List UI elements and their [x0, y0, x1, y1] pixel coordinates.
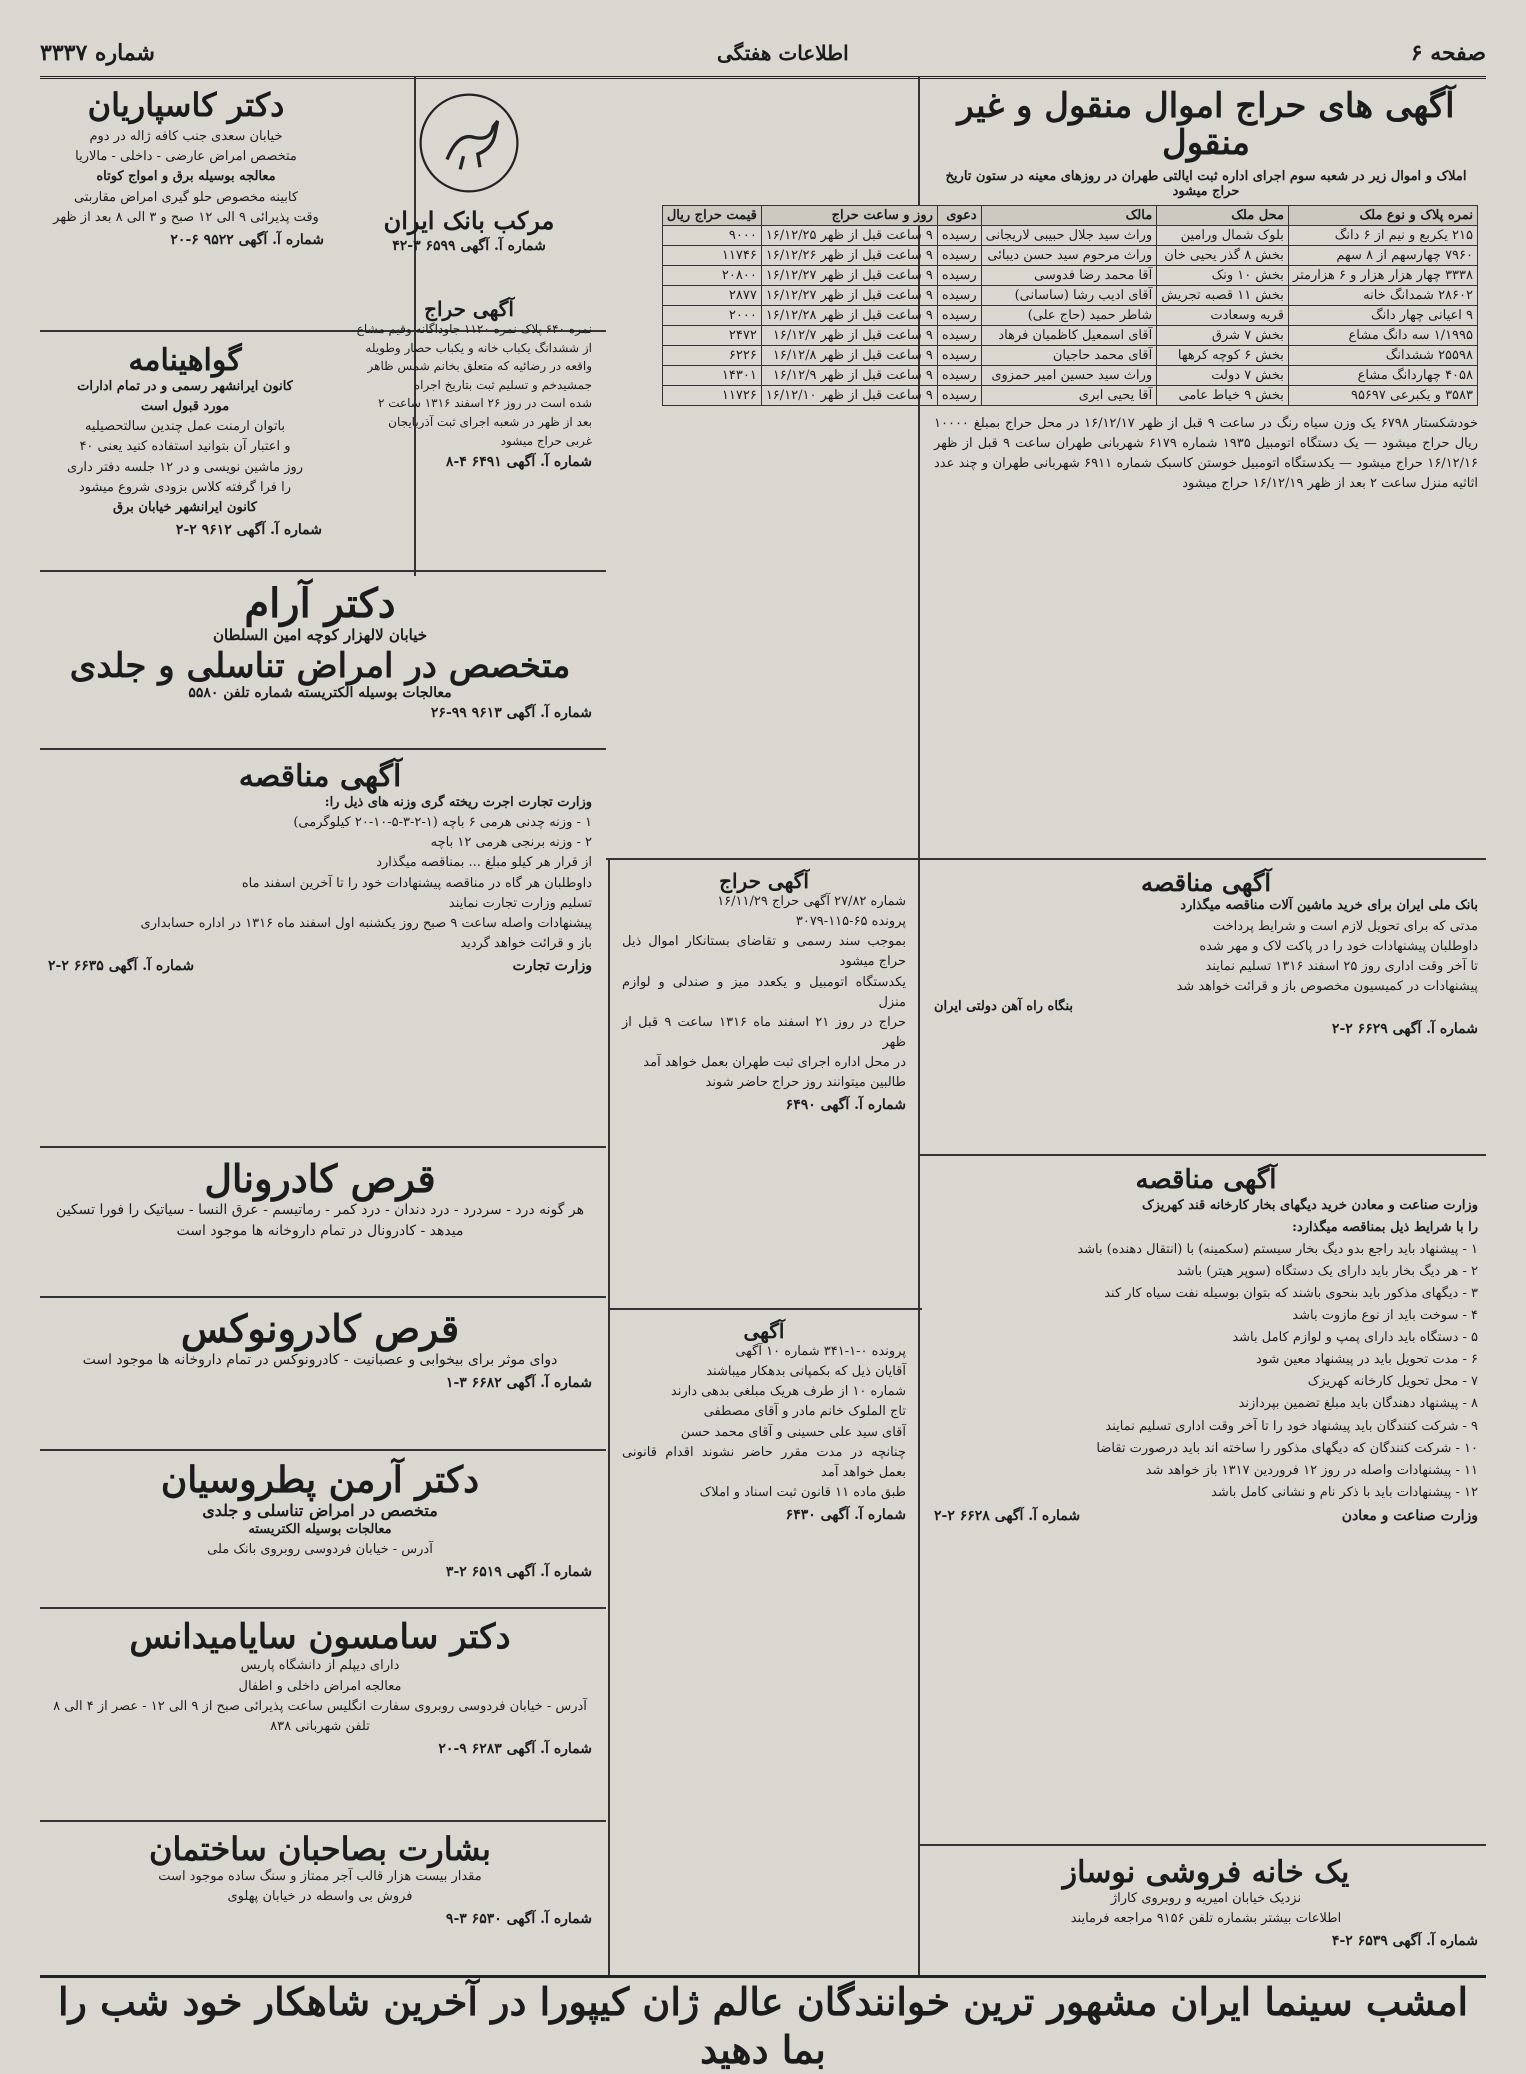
table-cell: ۹ ساعت قبل از ظهر ۱۶/۱۲/۲۷	[761, 265, 937, 285]
column-divider	[608, 858, 610, 1975]
ad-treatment: معالجات بوسیله الکتریسته شماره تلفن ۵۵۸۰	[188, 685, 452, 702]
auction-subtitle: املاک و اموال زیر در شعبه سوم اجرای اداره ثبت ایالتی طهران در روزهای معینه در ستون تاریخ حراج میشود	[945, 168, 1467, 199]
ad-footer: شماره آ. آگهی ۶۴۹۱ ۴-۸	[445, 454, 592, 471]
ad-line: ۳ - دیگهای مذکور باید بنحوی باشند که بتوان بوسیله نفت سیاه کار کند	[1104, 1285, 1478, 1301]
house-sale-ad	[926, 1850, 1486, 1972]
ad-line: آقای سید علی حسینی و آقای محمد حسن	[680, 1424, 906, 1440]
column-header: نمره پلاک و نوع ملک	[1288, 205, 1477, 225]
ad-line: مورد قبول است	[140, 399, 230, 415]
ad-line: و اعتبار آن بتوانید استفاده کنید یعنی ۴۰	[79, 439, 291, 455]
ad-title: آگهی حراج	[719, 869, 809, 893]
table-cell: رسیده	[937, 385, 981, 405]
table-cell: ۲۰۸۰۰	[662, 265, 761, 285]
ad-footer: شماره آ. آگهی ۶۵۹۹ ۳-۴۲	[392, 238, 546, 255]
table-cell: ۲۸۷۷	[662, 285, 761, 305]
ad-title: دکتر سامسون سایامیدانس	[129, 1617, 511, 1657]
ad-line: ۱۲ - پیشنهادات باید با ذکر نام و نشانی کامل باشد	[1211, 1484, 1478, 1500]
table-cell: رسیده	[937, 265, 981, 285]
dr-samson-ad	[40, 1613, 600, 1818]
ad-title: مرکب بانک ایران	[383, 206, 555, 235]
table-row	[662, 265, 1477, 285]
ad-footer-signature: وزارت صناعت و معادن	[1341, 1507, 1478, 1524]
ad-line: بعد از ظهر در شعبه اجرای ثبت آذربایجان	[388, 414, 592, 429]
table-cell: وراث سید جلال حبیبی لاریجانی	[981, 225, 1157, 245]
section-divider	[40, 1607, 606, 1609]
ad-line: طبق ماده ۱۱ قانون ثبت اسناد و املاک	[699, 1484, 906, 1500]
ad-footer: شماره آ. آگهی ۶۵۳۹ ۲-۴	[1331, 1933, 1478, 1950]
section-divider	[920, 1154, 1486, 1156]
ad-text: دوای موثر برای بیخوابی و عصبانیت - کادرونوکس در تمام داروخانه ها موجود است	[82, 1351, 558, 1368]
ad-title: دکتر آرام	[244, 580, 396, 627]
table-cell: ۹ اعیانی چهار دانگ	[1288, 305, 1477, 325]
ad-line: فروش بی واسطه در خیابان پهلوی	[227, 1889, 413, 1905]
tender-ad-industry	[926, 1160, 1486, 1840]
table-cell: بخش ۸ گذر یحیی خان	[1157, 245, 1289, 265]
section-divider	[40, 748, 606, 750]
kasparian-ad	[40, 82, 332, 332]
ad-line: پرونده ۶۵-۱۱۵-۳۰۷۹	[795, 914, 906, 930]
ad-address: خیابان لالهزار کوچه امین السلطان	[212, 626, 428, 644]
table-cell: شاطر حمید (حاج علی)	[981, 305, 1157, 325]
ad-line: دارای دیپلم از دانشگاه پاریس	[240, 1658, 400, 1674]
table-cell: ۹ ساعت قبل از ظهر ۱۶/۱۲/۲۶	[761, 245, 937, 265]
ad-line: بنگاه راه آهن دولتی ایران	[934, 999, 1074, 1015]
tender-ad-commerce	[40, 754, 600, 1144]
ad-title: یک خانه فروشی نوساز	[1062, 1855, 1350, 1890]
table-cell: ۲۰۰۰	[662, 305, 761, 325]
table-cell: بخش ۱۰ ونک	[1157, 265, 1289, 285]
table-cell: بخش ۷ دولت	[1157, 365, 1289, 385]
table-cell: وراث مرحوم سید حسن دیبائی	[981, 245, 1157, 265]
auction-notes: خودشکستار ۶۷۹۸ یک وزن سیاه رنگ در ساعت ۹ قبل از ظهر ۱۶/۱۲/۱۷ در محل حراج بمبلغ ۱۰۰۰۰ ریال حراج میشود — یک دستگاه اتومبیل ۱۹۳۵ شماره ۶۱۷۹ شهربانی طهران ساعت ۹ قبل از ظهر ۱۶/۱۲/۱۶ حراج میشود — یکدستگاه اتومبیل خوستن کاسبک شماره ۶۹۱۱ شهربانی طهران و چند عدد اثاثیه منزل ساعت ۲ بعد از ظهر ۱۶/۱۲/۱۹ حراج میشود	[934, 415, 1479, 492]
ad-line: معالجه امراض داخلی و اطفال	[238, 1678, 402, 1694]
table-row	[662, 325, 1477, 345]
ad-footer: شماره آ. آگهی ۹۶۱۲ ۲-۲	[175, 521, 322, 538]
auction-table	[662, 205, 1478, 406]
ad-footer: شماره آ. آگهی ۶۶۸۲ ۳-۱	[445, 1375, 592, 1392]
table-cell: ۴۰۵۸ چهاردانگ مشاع	[1288, 365, 1477, 385]
ad-line: نزدیک خیابان امیریه و روبروی کاراژ	[1110, 1891, 1302, 1906]
ad-line: ۱ - پیشنهاد باید راجع بدو دیگ بخار سیستم (سکمینه) با (انتقال دهنده) باشد	[1077, 1241, 1478, 1257]
table-row	[662, 385, 1477, 405]
table-cell: ۹۰۰۰	[662, 225, 761, 245]
ad-line: کابینه مخصوص حلو گیری امراض مقاربتی	[73, 189, 299, 205]
ad-line: ۱۱ - پیشنهادات واصله در روز ۱۲ فروردین ۱۳۱۷ باز خواهد شد	[1145, 1462, 1478, 1478]
ad-line: مقدار بیست هزار قالب آجر ممتاز و سنگ ساده موجود است	[158, 1869, 482, 1885]
column-header: محل ملک	[1157, 205, 1289, 225]
ad-line: آدرس - خیابان فردوسی روبروی سفارت انگلیس ساعت پذیرائی صبح از ۹ الی ۱۲ - عصر از ۴ الی ۸	[53, 1698, 587, 1714]
section-divider	[40, 1146, 606, 1148]
newspaper-page	[40, 30, 1486, 2072]
table-cell: رسیده	[937, 285, 981, 305]
ad-title: دکتر کاسپاریان	[87, 86, 285, 124]
deer-emblem-icon	[414, 88, 524, 198]
ad-line: داوطلبان هر گاه در مناقصه پیشنهادات خود را تا آخرین اسفند ماه	[241, 875, 592, 891]
ad-line: ۲ - هر دیگ بخار باید دارای یک دستگاه (سوپر هیتر) باشد	[1176, 1263, 1478, 1279]
table-cell: ۹ ساعت قبل از ظهر ۱۶/۱۲/۷	[761, 325, 937, 345]
table-cell: ۶۲۲۶	[662, 345, 761, 365]
ad-line: جمشیدخم و تسلیم ثبت بتاریخ اجراه	[413, 377, 592, 392]
ad-line: باز و قرائت خواهد گردید	[460, 935, 592, 951]
ad-line: را با شرایط ذیل بمناقصه میگذارد:	[1292, 1219, 1478, 1235]
ad-line: متخصص امراض عارضی - داخلی - مالاریا	[75, 149, 297, 165]
construction-ad	[40, 1826, 600, 1971]
table-cell: ۱/۱۹۹۵ سه دانگ مشاع	[1288, 325, 1477, 345]
ad-line: شماره ۲۷/۸۲ آگهی حراج ۱۶/۱۱/۲۹	[717, 894, 906, 909]
table-cell: بخش ۶ کوچه کرهها	[1157, 345, 1289, 365]
ad-line: ۱۰ - شرکت کنندگان که دیگهای مذکور را ساخته اند باید درصورت تقاضا	[1096, 1440, 1478, 1456]
section-divider	[40, 1820, 606, 1822]
ad-line: تا آخر وقت اداری روز ۲۵ اسفند ۱۳۱۶ تسلیم نمایند	[1205, 958, 1478, 974]
ad-footer: شماره آ. آگهی ۶۶۲۸ ۲-۲	[934, 1507, 1081, 1524]
auction-ad	[666, 82, 1486, 852]
ad-line: تلفن شهربانی ۸۳۸	[270, 1718, 370, 1734]
ad-line: در محل اداره اجرای ثبت طهران بعمل خواهد آمد	[643, 1055, 906, 1071]
ad-line: ۹ - شرکت کنندگان باید پیشنهاد خود را تا آخر وقت اداری تسلیم نمایند	[1105, 1418, 1478, 1434]
ad-line: شماره ۱۰ از طرف هریک مبلغی بدهی دارند	[670, 1384, 906, 1400]
ad-line: طالبین میتوانند روز حراج حاضر شوند	[705, 1075, 906, 1091]
ad-line: روز ماشین نویسی و در ۱۲ جلسه دفتر داری	[66, 459, 304, 475]
ad-line: ۶ - مدت تحویل باید در پیشنهاد معین شود	[1256, 1352, 1478, 1368]
page-label: صفحه ۶	[1410, 40, 1486, 66]
ad-footer: شماره آ. آگهی ۶۲۸۳ ۹-۲۰	[438, 1740, 592, 1757]
table-row	[662, 345, 1477, 365]
ad-line: چنانچه در مدت مقرر حاضر نشوند اقدام قانونی بعمل خواهد آمد	[622, 1444, 906, 1480]
ad-line: اطلاعات بیشتر بشماره تلفن ۹۱۵۶ مراجعه فرمایند	[1070, 1911, 1342, 1927]
ad-specialty: متخصص در امراض تناسلی و جلدی	[69, 646, 571, 686]
ad-line: وزارت تجارت اجرت ریخته گری وزنه های ذیل را:	[324, 795, 592, 810]
table-cell: ۹ ساعت قبل از ظهر ۱۶/۱۲/۹	[761, 365, 937, 385]
table-cell: قریه وسعادت	[1157, 305, 1289, 325]
ad-footer-signature: وزارت تجارت	[512, 958, 592, 975]
table-row	[662, 245, 1477, 265]
ad-footer: شماره آ. آگهی ۶۵۱۹ ۲-۳	[445, 1563, 592, 1580]
ad-line: کانون ایرانشهر رسمی و در تمام ادارات	[77, 379, 293, 394]
ad-title: قرص کادرونوکس	[180, 1306, 460, 1351]
ad-line: وزارت صناعت و معادن خرید دیگهای بخار کارخانه قند کهریزک	[1141, 1197, 1478, 1213]
ad-line: باتوان ارمنت عمل چندین سالتحصیلیه	[84, 419, 286, 435]
ad-title: گواهینامه	[128, 343, 242, 378]
section-divider	[40, 1449, 606, 1451]
ad-line: تسلیم وزارت تجارت نمایند	[448, 895, 592, 911]
ad-line: ۱ - وزنه چدنی هرمی ۶ باچه (۱-۲-۳-۵-۱۰-۲۰ کیلوگرمی)	[293, 815, 592, 831]
ad-title: بشارت بصاحبان ساختمان	[149, 1830, 491, 1868]
table-row	[662, 365, 1477, 385]
ad-line: ۴ - سوخت باید از نوع مازوت باشد	[1292, 1308, 1478, 1324]
table-cell: ۹ ساعت قبل از ظهر ۱۶/۱۲/۲۸	[761, 305, 937, 325]
ad-line: از قرار هر کیلو مبلغ ... بمناقصه میگذارد	[376, 855, 592, 871]
table-row	[662, 225, 1477, 245]
dr-aram-ad	[40, 576, 600, 746]
ad-line: یکدستگاه اتومبیل و یکعدد میز و صندلی و لوازم منزل	[622, 974, 906, 1010]
ad-footer: شماره آ. آگهی ۶۶۲۹ ۲-۲	[1331, 1021, 1478, 1038]
ad-line: بموجب سند رسمی و تقاضای بستانکار اموال ذیل حراج میشود	[622, 934, 906, 970]
company-notice-ad	[614, 1314, 914, 1969]
ad-line: ۵ - دستگاه باید دارای پمپ و لوازم کامل باشد	[1232, 1330, 1478, 1346]
ad-line: پیشنهادات واصله ساعت ۹ صبح روز یکشنبه اول اسفند ماه ۱۳۱۶ در اداره حسابداری	[140, 915, 592, 931]
table-cell: آقای محمد حاجیان	[981, 345, 1157, 365]
auction-title: آگهی های حراج اموال منقول و غیر منقول	[957, 86, 1455, 164]
ad-footer: شماره آ. آگهی ۹۵۲۲ ۶-۲۰	[170, 231, 324, 248]
ad-footer: شماره آ. آگهی ۶۵۳۰ ۳-۹	[445, 1911, 592, 1928]
column-header: مالک	[981, 205, 1157, 225]
tender-ad-railway	[926, 864, 1486, 1150]
ad-specialty: متخصص در امراض تناسلی و جلدی	[202, 1500, 438, 1520]
column-header: روز و ساعت حراج	[761, 205, 937, 225]
ad-line: حراج در روز ۲۱ اسفند ماه ۱۳۱۶ ساعت ۹ قبل از ظهر	[622, 1014, 906, 1050]
ad-line: معالجه بوسیله برق و امواج کوتاه	[96, 169, 276, 185]
table-cell: رسیده	[937, 365, 981, 385]
masthead	[40, 30, 1486, 79]
ad-line: ۸ - پیشنهاد دهندگان باید مبلغ تضمین بپردازند	[1238, 1396, 1478, 1412]
table-cell: ۹ ساعت قبل از ظهر ۱۶/۱۲/۲۵	[761, 225, 937, 245]
ad-title: قرص کادرونال	[204, 1156, 436, 1201]
auction-notice-ad	[338, 292, 600, 568]
table-cell: آقا محمد رضا فدوسی	[981, 265, 1157, 285]
ad-line: نمره ۶۴۰ پلاک نمره ۱۱۲۰ جاوداگانه وقیم مشاع	[356, 322, 592, 336]
ad-line: معالجات بوسیله الکتریسته	[248, 1521, 392, 1537]
table-cell: ۹ ساعت قبل از ظهر ۱۶/۱۲/۲۷	[761, 285, 937, 305]
kadronal-ad	[40, 1152, 600, 1294]
table-cell: رسیده	[937, 325, 981, 345]
ad-line: آدرس - خیابان فردوسی روبروی بانک ملی	[207, 1541, 433, 1557]
column-header: قیمت حراج ریال	[662, 205, 761, 225]
table-cell: بخش ۹ خیاط عامی	[1157, 385, 1289, 405]
table-cell: آقای ادیب رشا (ساسانی)	[981, 285, 1157, 305]
ad-line: از ششدانگ یکباب خانه و یکباب حصار وطویله	[365, 340, 592, 355]
certificate-ad	[40, 338, 330, 568]
table-cell: آقای اسمعیل کاظمیان فرهاد	[981, 325, 1157, 345]
table-cell: ۱۱۷۴۶	[662, 245, 761, 265]
table-cell: ۲۵۵۹۸ ششدانگ	[1288, 345, 1477, 365]
ad-line: داوطلبان پیشنهادات خود را در پاکت لاک و مهر شده	[1199, 938, 1478, 954]
ad-footer: شماره آ. آگهی ۶۶۳۵ ۲-۲	[48, 958, 195, 975]
table-header-row	[662, 205, 1477, 225]
ad-line: کانون ایرانشهر خیابان برق	[113, 499, 257, 515]
bank-ad	[338, 82, 600, 287]
section-divider	[920, 1844, 1486, 1846]
table-cell: بخش ۷ شرق	[1157, 325, 1289, 345]
ad-line: شده است در روز ۲۶ اسفند ۱۳۱۶ ساعت ۲	[377, 396, 592, 411]
table-cell: رسیده	[937, 345, 981, 365]
ad-line: پرونده ۰-۱-۳۴۱ شماره ۱۰ آگهی	[735, 1344, 906, 1359]
table-cell: رسیده	[937, 225, 981, 245]
table-cell: رسیده	[937, 245, 981, 265]
ad-title: آگهی حراج	[424, 297, 514, 321]
ad-title: آگهی مناقصه	[238, 759, 402, 794]
table-cell: ۷۹۶۰ چهارسهم از ۸ سهم	[1288, 245, 1477, 265]
ad-line: ۲ - وزنه برنجی هرمی ۱۲ باچه	[430, 835, 592, 851]
ad-line: مدتی که برای تحویل لازم است و شرایط پرداخت	[1212, 918, 1478, 934]
ad-line: بانک ملی ایران برای خرید ماشین آلات مناقصه میگذارد	[1180, 898, 1478, 914]
ad-footer: شماره آ. آگهی ۹۶۱۳ ۹۹-۲۶	[430, 705, 592, 722]
ad-title: دکتر آرمن پطروسیان	[160, 1459, 480, 1501]
table-cell: ۱۴۳۰۱	[662, 365, 761, 385]
section-divider	[40, 1296, 606, 1298]
ad-line: واقعه در رضائیه که متعلق بخانم شمس ظاهر	[367, 359, 592, 374]
ad-footer: شماره آ. آگهی ۶۴۹۰	[785, 1097, 906, 1114]
section-divider	[608, 1308, 922, 1310]
auction-notice-ad-2	[614, 864, 914, 1304]
table-cell: ۳۳۳۸ چهار هزار هزار و ۶ هزارمتر	[1288, 265, 1477, 285]
ad-line: آقایان ذیل که بکمپانی بدهکار میباشند	[706, 1364, 906, 1380]
dr-petrosian-ad	[40, 1455, 600, 1605]
ad-footer: شماره آ. آگهی ۶۴۳۰	[785, 1507, 906, 1524]
paper-title: اطلاعات هفتگی	[717, 41, 849, 65]
table-cell: ۹ ساعت قبل از ظهر ۱۶/۱۲/۸	[761, 345, 937, 365]
ad-line: ۷ - محل تحویل کارخانه کهریزک	[1307, 1374, 1478, 1390]
section-divider	[40, 570, 606, 572]
table-cell: ۲۸۶۰۲ شمدانگ خانه	[1288, 285, 1477, 305]
table-cell: ۳۵۸۳ و یکبرعی ۹۵۶۹۷	[1288, 385, 1477, 405]
ad-text: هر گونه درد - سردرد - درد دندان - درد کمر - رماتیسم - عرق النسا - سیاتیک را فورا تسکین میدهد - کادرونال در تمام داروخانه ها موجود است	[56, 1201, 584, 1240]
issue-number: شماره ۳۳۳۷	[40, 40, 155, 66]
table-row	[662, 305, 1477, 325]
table-cell: رسیده	[937, 305, 981, 325]
ad-line: تاج الملوک خانم مادر و آقای مصطفی	[703, 1404, 906, 1420]
ad-title: آگهی	[743, 1319, 785, 1343]
ad-line: غربی حراج میشود	[500, 433, 592, 448]
table-cell: ۲۱۵ یکربع و نیم از ۶ دانگ	[1288, 225, 1477, 245]
table-cell: ۱۱۷۲۶	[662, 385, 761, 405]
table-cell: ۹ ساعت قبل از ظهر ۱۶/۱۲/۱۰	[761, 385, 937, 405]
ad-title: آگهی مناقصه	[1140, 868, 1272, 897]
ad-line: پیشنهادات در کمیسیون مخصوص باز و قرائت خواهد شد	[1176, 978, 1478, 994]
cinema-banner: امشب سینما ایران مشهور ترین خوانندگان عالم ژان کیپورا در آخرین شاهکار خود شب را بما دهید	[40, 1975, 1486, 2026]
table-cell: ۲۴۷۲	[662, 325, 761, 345]
table-cell: آقا یحیی ابری	[981, 385, 1157, 405]
table-cell: بخش ۱۱ قصبه تجریش	[1157, 285, 1289, 305]
table-cell: بلوک شمال ورامین	[1157, 225, 1289, 245]
ad-line: وقت پذیرائی ۹ الی ۱۲ صبح و ۳ الی ۸ بعد از ظهر	[53, 209, 319, 225]
table-row	[662, 285, 1477, 305]
kadronox-ad	[40, 1302, 600, 1447]
ad-line: را فرا گرفته کلاس بزودی شروع میشود	[78, 479, 292, 495]
ad-title: آگهی مناقصه	[1135, 1165, 1277, 1195]
ad-line: خیابان سعدی جنب کافه ژاله در دوم	[89, 129, 283, 145]
section-divider	[606, 858, 1486, 860]
table-cell: وراث سید حسین امیر حمزوی	[981, 365, 1157, 385]
column-header: دعوی	[937, 205, 981, 225]
